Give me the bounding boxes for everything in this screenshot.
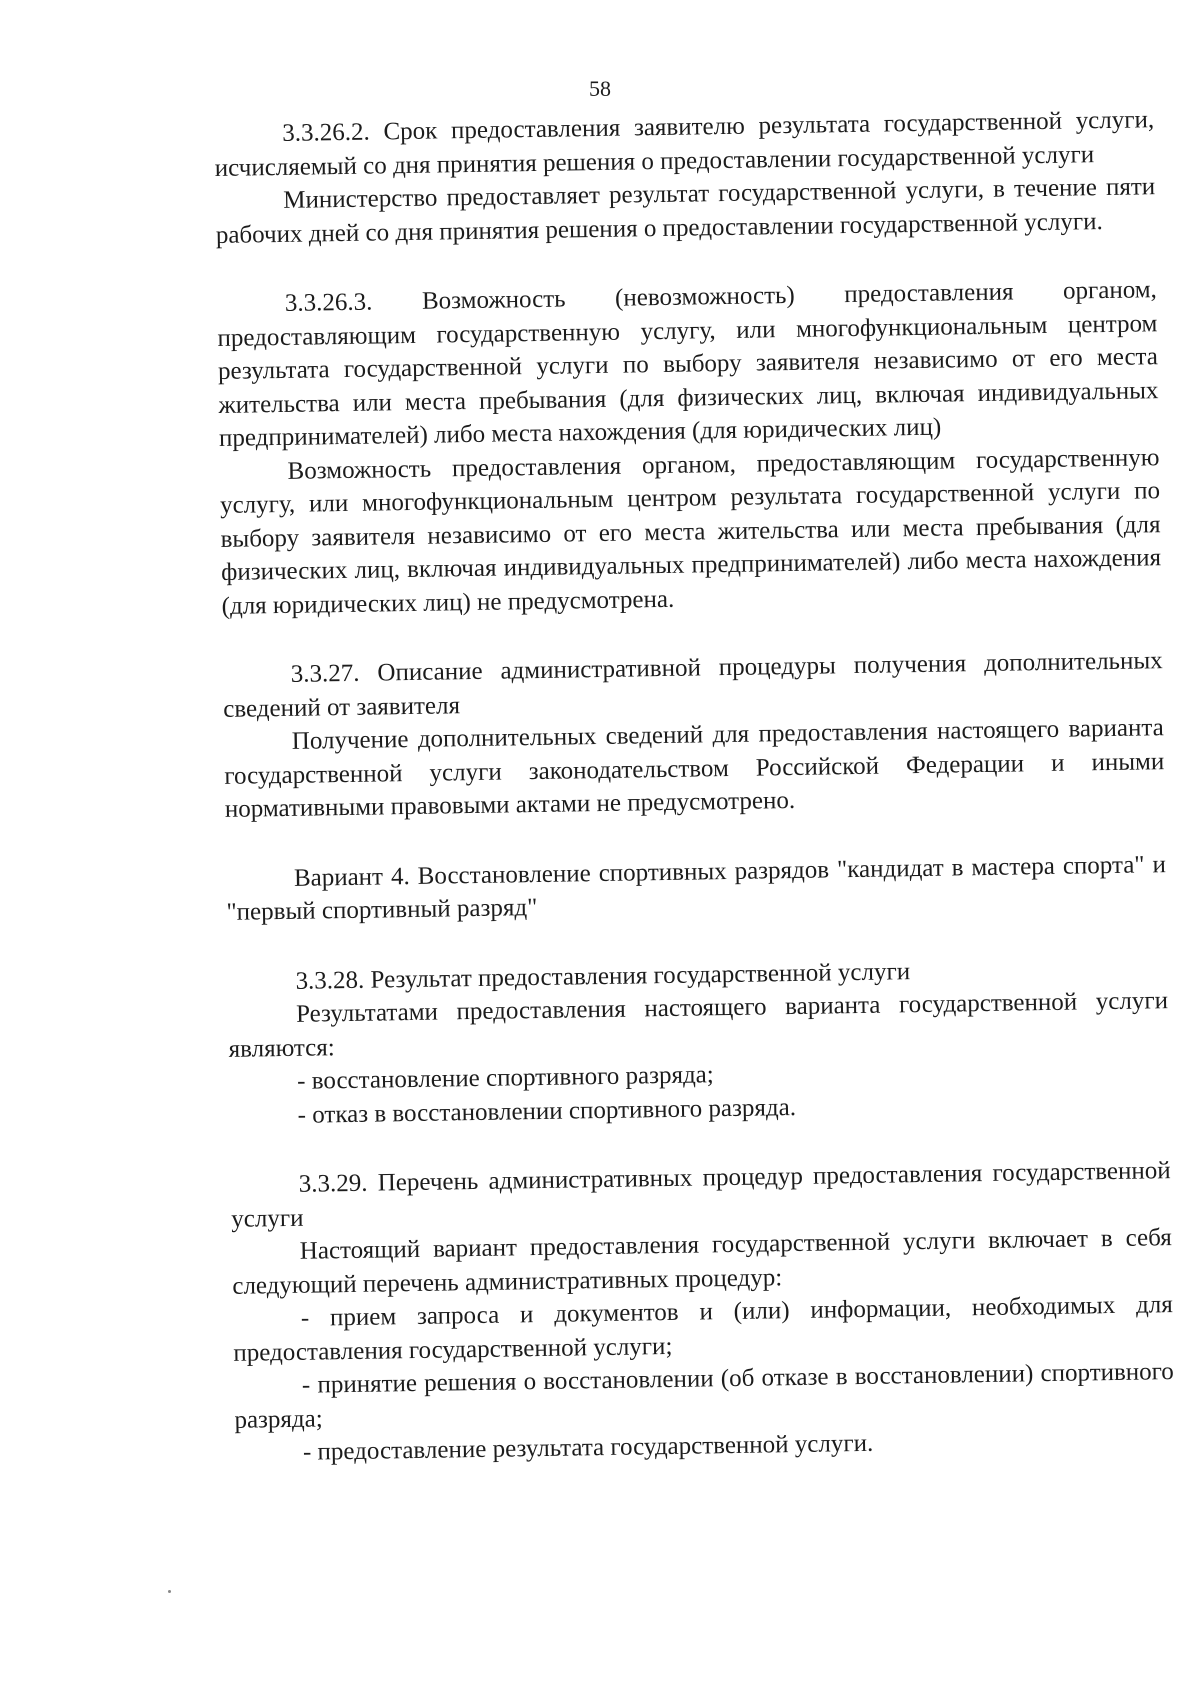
list-item: - отказ в восстановлении спортивного разряда. xyxy=(297,1093,797,1129)
section-paragraph: Возможность предоставления органом, предоставляющим государственную услугу, или многофункциональным центром результата государственной услуги по выбору заявителя независимо от его места жительства или места пребывания (для физических лиц, включая индивидуальных предпринимателей) либо места нахождения (для юридических лиц) не предусмотрена. xyxy=(219,443,1162,620)
section-paragraph: Результатами предоставления настоящего варианта государственной услуги являются: xyxy=(228,987,1169,1063)
section-3-3-28 xyxy=(227,951,1170,1133)
section-paragraph: Настоящий вариант предоставления государственной услуги включает в себя следующий перечень административных процедур: xyxy=(232,1224,1172,1300)
section-3-3-27 xyxy=(222,644,1165,826)
list-item: - принятие решения о восстановлении (об отказе в восстановлении) спортивного разряда; xyxy=(234,1358,1175,1434)
section-heading: 3.3.29. Перечень административных процедур предоставления государственной услуги xyxy=(231,1157,1171,1233)
page-number: 58 xyxy=(589,76,611,101)
scan-speck xyxy=(168,1590,171,1593)
section-heading: 3.3.26.2. Срок предоставления заявителю результата государственной услуги, исчисляемый со дня принятия решения о предоставлении государственной услуги xyxy=(214,106,1155,182)
section-heading: 3.3.26.3. Возможность (невозможность) предоставления органом, предоставляющим государственную услугу, или многофункциональным центром результата государственной услуги по выбору заявителя независимо от его места жительства или места пребывания (для физических лиц, включая индивидуальных предпринимателей) либо места нахождения (для юридических лиц) xyxy=(217,276,1159,452)
section-paragraph: Министерство предоставляет результат государственной услуги, в течение пяти рабочих дней со дня принятия решения о предоставлении государственной услуги. xyxy=(215,173,1156,249)
document-body xyxy=(214,103,1176,1506)
section-3-3-26-2 xyxy=(214,103,1156,252)
section-3-3-26-3 xyxy=(217,273,1162,623)
result-list xyxy=(229,1051,1170,1133)
section-3-3-29 xyxy=(231,1154,1176,1470)
procedure-list xyxy=(233,1288,1176,1470)
variant-heading: Вариант 4. Восстановление спортивных разрядов "кандидат в мастера спорта" и "первый спортивный разряд" xyxy=(226,850,1167,926)
section-paragraph: Получение дополнительных сведений для предоставления настоящего варианта государственной услуги законодательством Российской Федерации и иными нормативными правовыми актами не предусмотрено. xyxy=(224,714,1165,823)
list-item: - прием запроса и документов и (или) информации, необходимых для предоставления государственной услуги; xyxy=(233,1291,1173,1367)
list-item: - предоставление результата государственной услуги. xyxy=(302,1429,874,1466)
section-heading: 3.3.28. Результат предоставления государственной услуги xyxy=(295,957,911,995)
section-variant-4 xyxy=(226,848,1167,930)
list-item: - восстановление спортивного разряда; xyxy=(296,1061,714,1095)
section-heading: 3.3.27. Описание административной процедуры получения дополнительных сведений от заявителя xyxy=(223,647,1163,723)
